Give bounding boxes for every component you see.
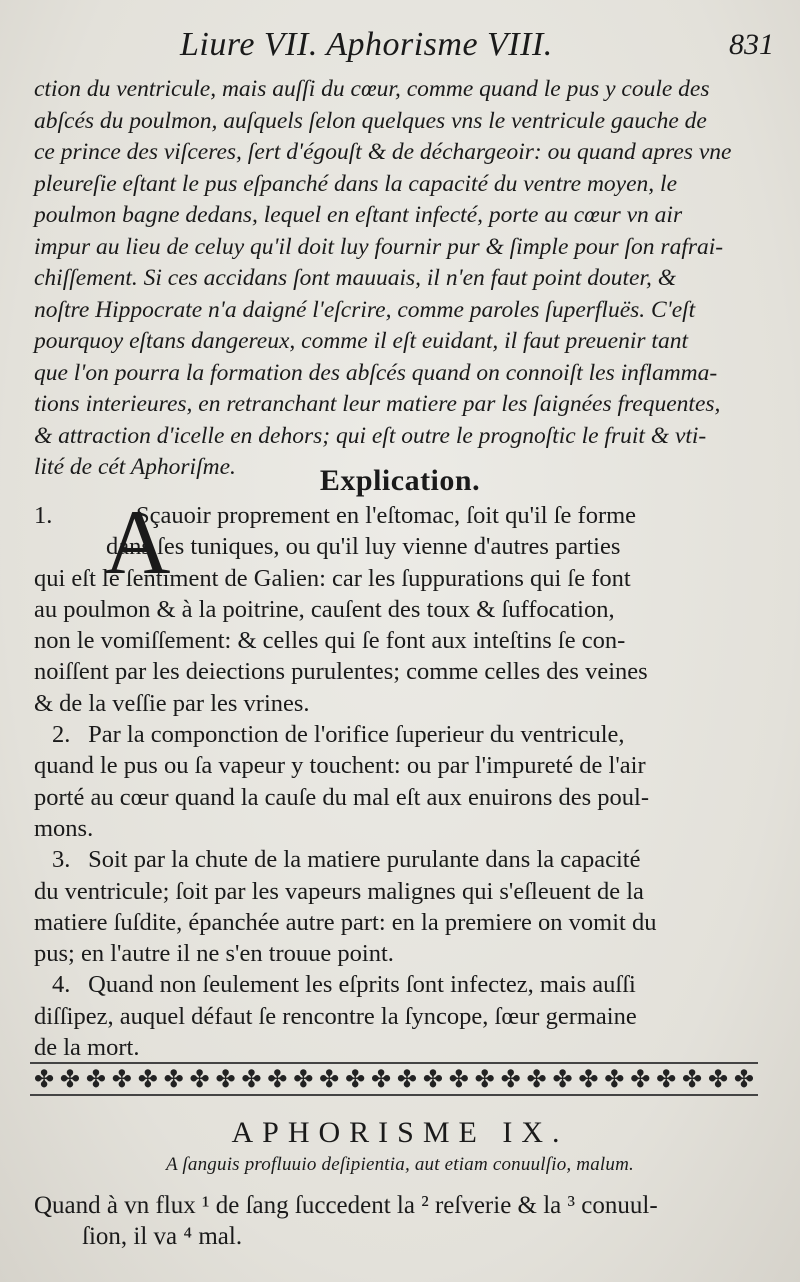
text-line: Quand non ſeulement les eſprits ſont infectez, mais auſſi [88, 971, 636, 999]
fleuron-ornament: ✤ [422, 1065, 443, 1093]
aphorism-latin: A ſanguis profluuio deſipientia, aut etiam conuulſio, malum. [166, 1154, 634, 1175]
item-number: 4. [52, 971, 71, 999]
fleuron-ornament: ✤ [578, 1065, 599, 1093]
fleuron-ornament: ✤ [345, 1065, 366, 1093]
text-line: non le vomiſſement: & celles qui ſe font aux inteſtins ſe con- [34, 627, 626, 655]
fleuron-ornament: ✤ [189, 1065, 210, 1093]
text-line: Par la componction de l'orifice ſuperieur du ventricule, [88, 721, 625, 749]
fleuron-ornament: ✤ [630, 1065, 651, 1093]
text-line: Sçauoir proprement en l'eſtomac, ſoit qu'il ſe forme [136, 502, 637, 529]
text-line: chiſſement. Si ces accidans ſont mauuais, il n'en faut point douter, & [34, 265, 677, 291]
fleuron-ornament: ✤ [500, 1065, 521, 1093]
running-head: Liure VII. Aphorisme VIII. [180, 26, 553, 63]
item-number: 1. [34, 502, 53, 529]
text-line: Quand à vn flux ¹ de ſang ſuccedent la ² reſverie & la ³ conuul- [34, 1192, 658, 1219]
fleuron-ornament: ✤ [85, 1065, 106, 1093]
fleuron-ornament: ✤ [707, 1065, 729, 1093]
fleuron-ornament: ✤ [111, 1065, 132, 1093]
text-line: au poulmon & à la poitrine, cauſent des toux & ſuffocation, [34, 595, 615, 623]
text-line: porté au cœur quand la cauſe du mal eſt aux enuirons des poul- [34, 783, 650, 811]
fleuron-ornament: ✤ [319, 1065, 340, 1093]
page-number: 831 [729, 28, 774, 61]
fleuron-ornament: ✤ [34, 1065, 55, 1093]
text-line: pus; en l'autre il ne s'en trouue point. [34, 940, 394, 968]
text-line: mons. [34, 814, 94, 842]
fleuron-ornament: ✤ [215, 1065, 236, 1093]
aphorism-text [34, 1190, 760, 1252]
explication-body [34, 491, 760, 1063]
fleuron-ornament: ✤ [682, 1065, 703, 1093]
fleuron-ornament: ✤ [604, 1065, 625, 1093]
text-line: lité de cét Aphoriſme. [34, 454, 236, 480]
text-line: que l'on pourra la formation des abſcés quand on connoiſt les inflamma- [34, 359, 718, 386]
text-line: impur au lieu de celuy qu'il doit luy fournir pur & ſimple pour ſon rafrai- [34, 233, 724, 260]
item-number: 2. [52, 721, 71, 749]
fleuron-ornament: ✤ [241, 1065, 262, 1093]
item-number: 3. [52, 846, 71, 874]
text-line: de la mort. [34, 1034, 140, 1062]
fleuron-ornament: ✤ [656, 1065, 677, 1093]
aphorism-title: APHORISME IX. [231, 1116, 569, 1149]
explication-heading: Explication. [319, 464, 481, 497]
text-line: abſcés du poulmon, auſquels ſelon quelques vns le ventricule gauche de [34, 107, 707, 134]
explication-item-4 [34, 969, 760, 1063]
text-line: & de la veſſie par les vrines. [34, 689, 310, 717]
text-line: poulmon bagne dedans, lequel en eſtant infecté, porte au cœur vn air [34, 202, 683, 228]
fleuron-ornament: ✤ [396, 1065, 418, 1093]
drop-cap: A [104, 491, 171, 593]
text-line: pleureſie eſtant le pus eſpanché dans la capacité du ventre moyen, le [34, 170, 678, 197]
text-line: tions interieures, en retranchant leur matiere par les ſaignées frequentes, [34, 391, 721, 417]
fleuron-ornament: ✤ [163, 1065, 184, 1093]
page-header [0, 26, 800, 66]
fleuron-ornament: ✤ [267, 1065, 288, 1093]
fleuron-ornament: ✤ [59, 1065, 81, 1093]
text-line: dans ſes tuniques, ou qu'il luy vienne d'autres parties [106, 533, 621, 561]
ornamental-divider [30, 1062, 758, 1096]
explication-item-3 [34, 844, 760, 969]
text-line: ſion, il va ⁴ mal. [82, 1223, 243, 1250]
fleuron-ornament: ✤ [552, 1065, 573, 1093]
explication-item-2 [34, 719, 760, 844]
continuation-paragraph [34, 74, 760, 484]
text-line: ce prince des viſceres, ſert d'égouſt & de déchargeoir: ou quand apres vne [34, 139, 732, 165]
text-line: ction du ventricule, mais auſſi du cœur, comme quand le pus y coule des [34, 76, 710, 102]
fleuron-ornament: ✤ [137, 1065, 158, 1093]
text-line: Soit par la chute de la matiere purulante dans la capacité [88, 846, 641, 874]
fleuron-ornament: ✤ [293, 1065, 314, 1093]
text-line: noſtre Hippocrate n'a daigné l'eſcrire, comme paroles ſuperfluës. C'eſt [34, 296, 696, 323]
fleuron-ornament: ✤ [448, 1065, 469, 1093]
text-line: noiſſent par les deiections purulentes; comme celles des veines [34, 658, 648, 686]
explication-item-1 [34, 491, 760, 719]
text-line: qui eſt le ſentiment de Galien: car les ſuppurations qui ſe font [34, 564, 631, 592]
fleuron-ornament: ✤ [474, 1065, 495, 1093]
text-line: quand le pus ou ſa vapeur y touchent: ou par l'impureté de l'air [34, 752, 646, 780]
text-line: diſſipez, auquel défaut ſe rencontre la ſyncope, ſœur germaine [34, 1002, 637, 1030]
text-line: pourquoy eſtans dangereux, comme il eſt euidant, il faut preuenir tant [34, 328, 688, 354]
fleuron-ornament: ✤ [370, 1065, 392, 1093]
text-line: matiere ſuſdite, épanchée autre part: en la premiere on vomit du [34, 908, 657, 936]
text-line: & attraction d'icelle en dehors; qui eſt outre le prognoſtic le fruit & vti- [34, 422, 707, 449]
fleuron-ornament: ✤ [733, 1065, 754, 1093]
text-line: du ventricule; ſoit par les vapeurs malignes qui s'eſleuent de la [34, 877, 644, 905]
fleuron-ornament: ✤ [526, 1065, 547, 1093]
